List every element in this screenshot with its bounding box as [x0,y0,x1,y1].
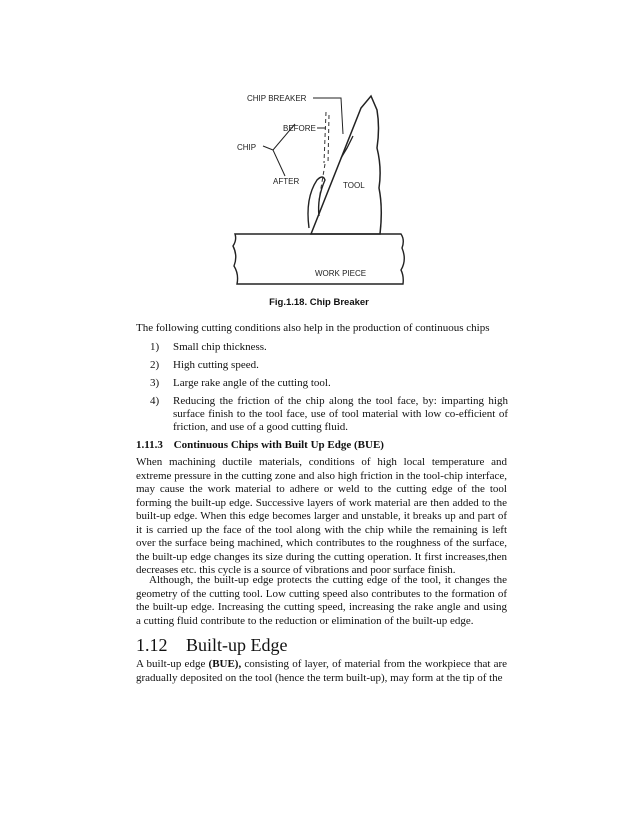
chip-breaker-figure [225,88,420,288]
list-item [150,359,508,372]
list-item [150,377,508,390]
list-item-text: Reducing the friction of the chip along the tool face, by: imparting high surface finish to the tool face, use of tool material with low co-efficient of friction, and use of a good cutting fluid. [173,395,508,433]
chip-breaker-diagram [225,88,420,288]
chip-breaker-leader [313,98,343,134]
section-number: 1.12 [136,635,168,655]
list-item [150,341,508,354]
list-item-text: Large rake angle of the cutting tool. [173,377,331,389]
chip-breaker-step [341,136,353,158]
chip-before-dashed [319,112,329,200]
list-item-number: 1) [150,341,160,353]
intro-text: The following cutting conditions also help in the production of continuous chips [136,322,490,334]
section-heading [136,635,288,656]
figure-caption: Fig.1.18. Chip Breaker [269,297,369,308]
tool-shape [311,96,381,234]
subsection-number: 1.11.3 [136,439,163,451]
bue-abbreviation: (BUE), [208,658,242,670]
list-item-text: High cutting speed. [173,359,259,371]
paragraph-bue: When machining ductile materials, conditions of high local temperature and extreme pressure in the cutting zone and also high friction in the tool-chip interface, may cause the work material to adhere or weld to the cutting edge of the tool forming the built-up edge. Successive layers of work material are then added to the built-up edge. When this edge becomes larger and unstable, it breaks up and part of it is carried up the face of the tool along with the chip while the remaining is left over the surface being machined, which contributes to the roughness of the surface, the built-up edge changes its size during the cutting operation. It first increases,then decreases etc. this cycle is a source of vibrations and poor surface finish. [136,456,507,576]
paragraph-text-start: A built-up edge [136,658,209,670]
list-item-number: 4) [150,395,160,407]
list-item [150,395,508,434]
label-before: BEFORE [283,124,316,133]
label-tool: TOOL [343,181,365,190]
label-after: AFTER [273,177,300,186]
list-item-number: 2) [150,359,160,371]
conditions-list [150,341,508,439]
subsection-heading [136,439,384,451]
subsection-title: Continuous Chips with Built Up Edge (BUE) [173,439,384,451]
paragraph-text-rest: consisting of layer, of material from the workpiece that are gradually deposited on the tool (hence the term built-up), may form at the tip of the [136,658,508,684]
list-item-text: Small chip thickness. [173,341,267,353]
list-item-number: 3) [150,377,160,389]
paragraph-although: Although, the built-up edge protects the cutting edge of the tool, it changes the geometry of the cutting tool. Low cutting speed also contributes to the formation of the built-up edge. Increasing the cutting speed, increasing the rake angle and using a cutting fluid contribute to the reduction or elimination of the built-up edge. [136,574,507,627]
section-title: Built-up Edge [186,635,288,655]
label-chip-breaker: CHIP BREAKER [247,94,307,103]
label-work-piece: WORK PIECE [315,269,367,278]
label-chip: CHIP [237,143,257,152]
paragraph-built-up-edge [136,658,507,685]
